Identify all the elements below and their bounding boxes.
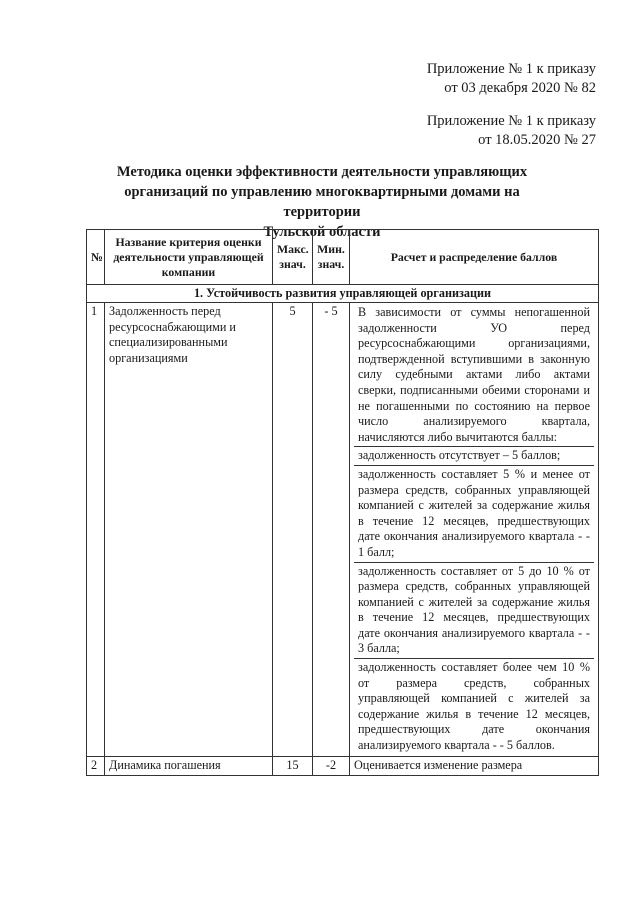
section-title: 1. Устойчивость развития управляющей организации <box>87 285 599 303</box>
appendix-line-2: от 03 декабря 2020 № 82 <box>444 80 596 96</box>
max-value: 5 <box>273 303 313 757</box>
header-max-value: Макс. знач. <box>273 230 313 285</box>
min-value: -2 <box>313 756 350 775</box>
calculation-option: задолженность отсутствует – 5 баллов; <box>354 446 594 465</box>
title-line-1: Методика оценки эффективности деятельности управляющих <box>116 164 528 180</box>
appendix-line-1: Приложение № 1 к приказу <box>426 61 596 77</box>
table-row <box>87 303 599 757</box>
appendix-line-1: Приложение № 1 к приказу <box>426 113 596 129</box>
appendix-note-previous <box>427 112 596 150</box>
header-number: № <box>87 230 105 285</box>
calculation-cell <box>350 303 599 757</box>
appendix-note-current <box>427 60 596 98</box>
min-value: - 5 <box>313 303 350 757</box>
criteria-table <box>86 229 599 776</box>
section-row <box>87 285 599 303</box>
calculation-option: задолженность составляет более чем 10 % от размера средств, собранных управляющей компанией с жителей за содержание жилья в течение 12 месяцев, предшествующих дате окончания анализируемого квартала - - 5 баллов. <box>354 658 594 755</box>
title-line-3: Тульской области <box>263 224 381 240</box>
calculation-intro: Оценивается изменение размера <box>354 757 523 772</box>
calculation-intro: В зависимости от суммы непогашенной задолженности УО перед ресурсоснабжающими организациями, подтвержденной вступившими в законную силу судебными актами либо актами сверки, подписанными обеими сторонами и не погашенными по состоянию на первое число анализируемого квартала, начисляются либо вычитаются баллы: <box>358 305 590 444</box>
criterion-name: Динамика погашения <box>105 756 273 775</box>
title-line-2: организаций по управлению многоквартирными домами на территории <box>124 184 520 220</box>
max-value: 15 <box>273 756 313 775</box>
table-header-row <box>87 230 599 285</box>
calculation-cell <box>350 756 599 775</box>
criterion-name: Задолженность перед ресурсоснабжающими и специализированными организациями <box>105 303 273 757</box>
calculation-option: задолженность составляет от 5 до 10 % от размера средств, собранных управляющей компанией с жителей за содержание жилья в течение 12 месяцев, предшествующих дате окончания анализируемого квартала - - 3 балла; <box>354 562 594 659</box>
header-calculation: Расчет и распределение баллов <box>350 230 599 285</box>
calculation-option: задолженность составляет 5 % и менее от размера средств, собранных управляющей компанией с жителей за содержание жилья в течение 12 месяцев, предшествующих дате окончания анализируемого квартала - - 1 балл; <box>354 465 594 562</box>
row-number: 1 <box>87 303 105 757</box>
row-number: 2 <box>87 756 105 775</box>
table-row <box>87 756 599 775</box>
header-criterion-name: Название критерия оценки деятельности управляющей компании <box>105 230 273 285</box>
appendix-line-2: от 18.05.2020 № 27 <box>478 132 596 148</box>
header-min-value: Мин. знач. <box>313 230 350 285</box>
